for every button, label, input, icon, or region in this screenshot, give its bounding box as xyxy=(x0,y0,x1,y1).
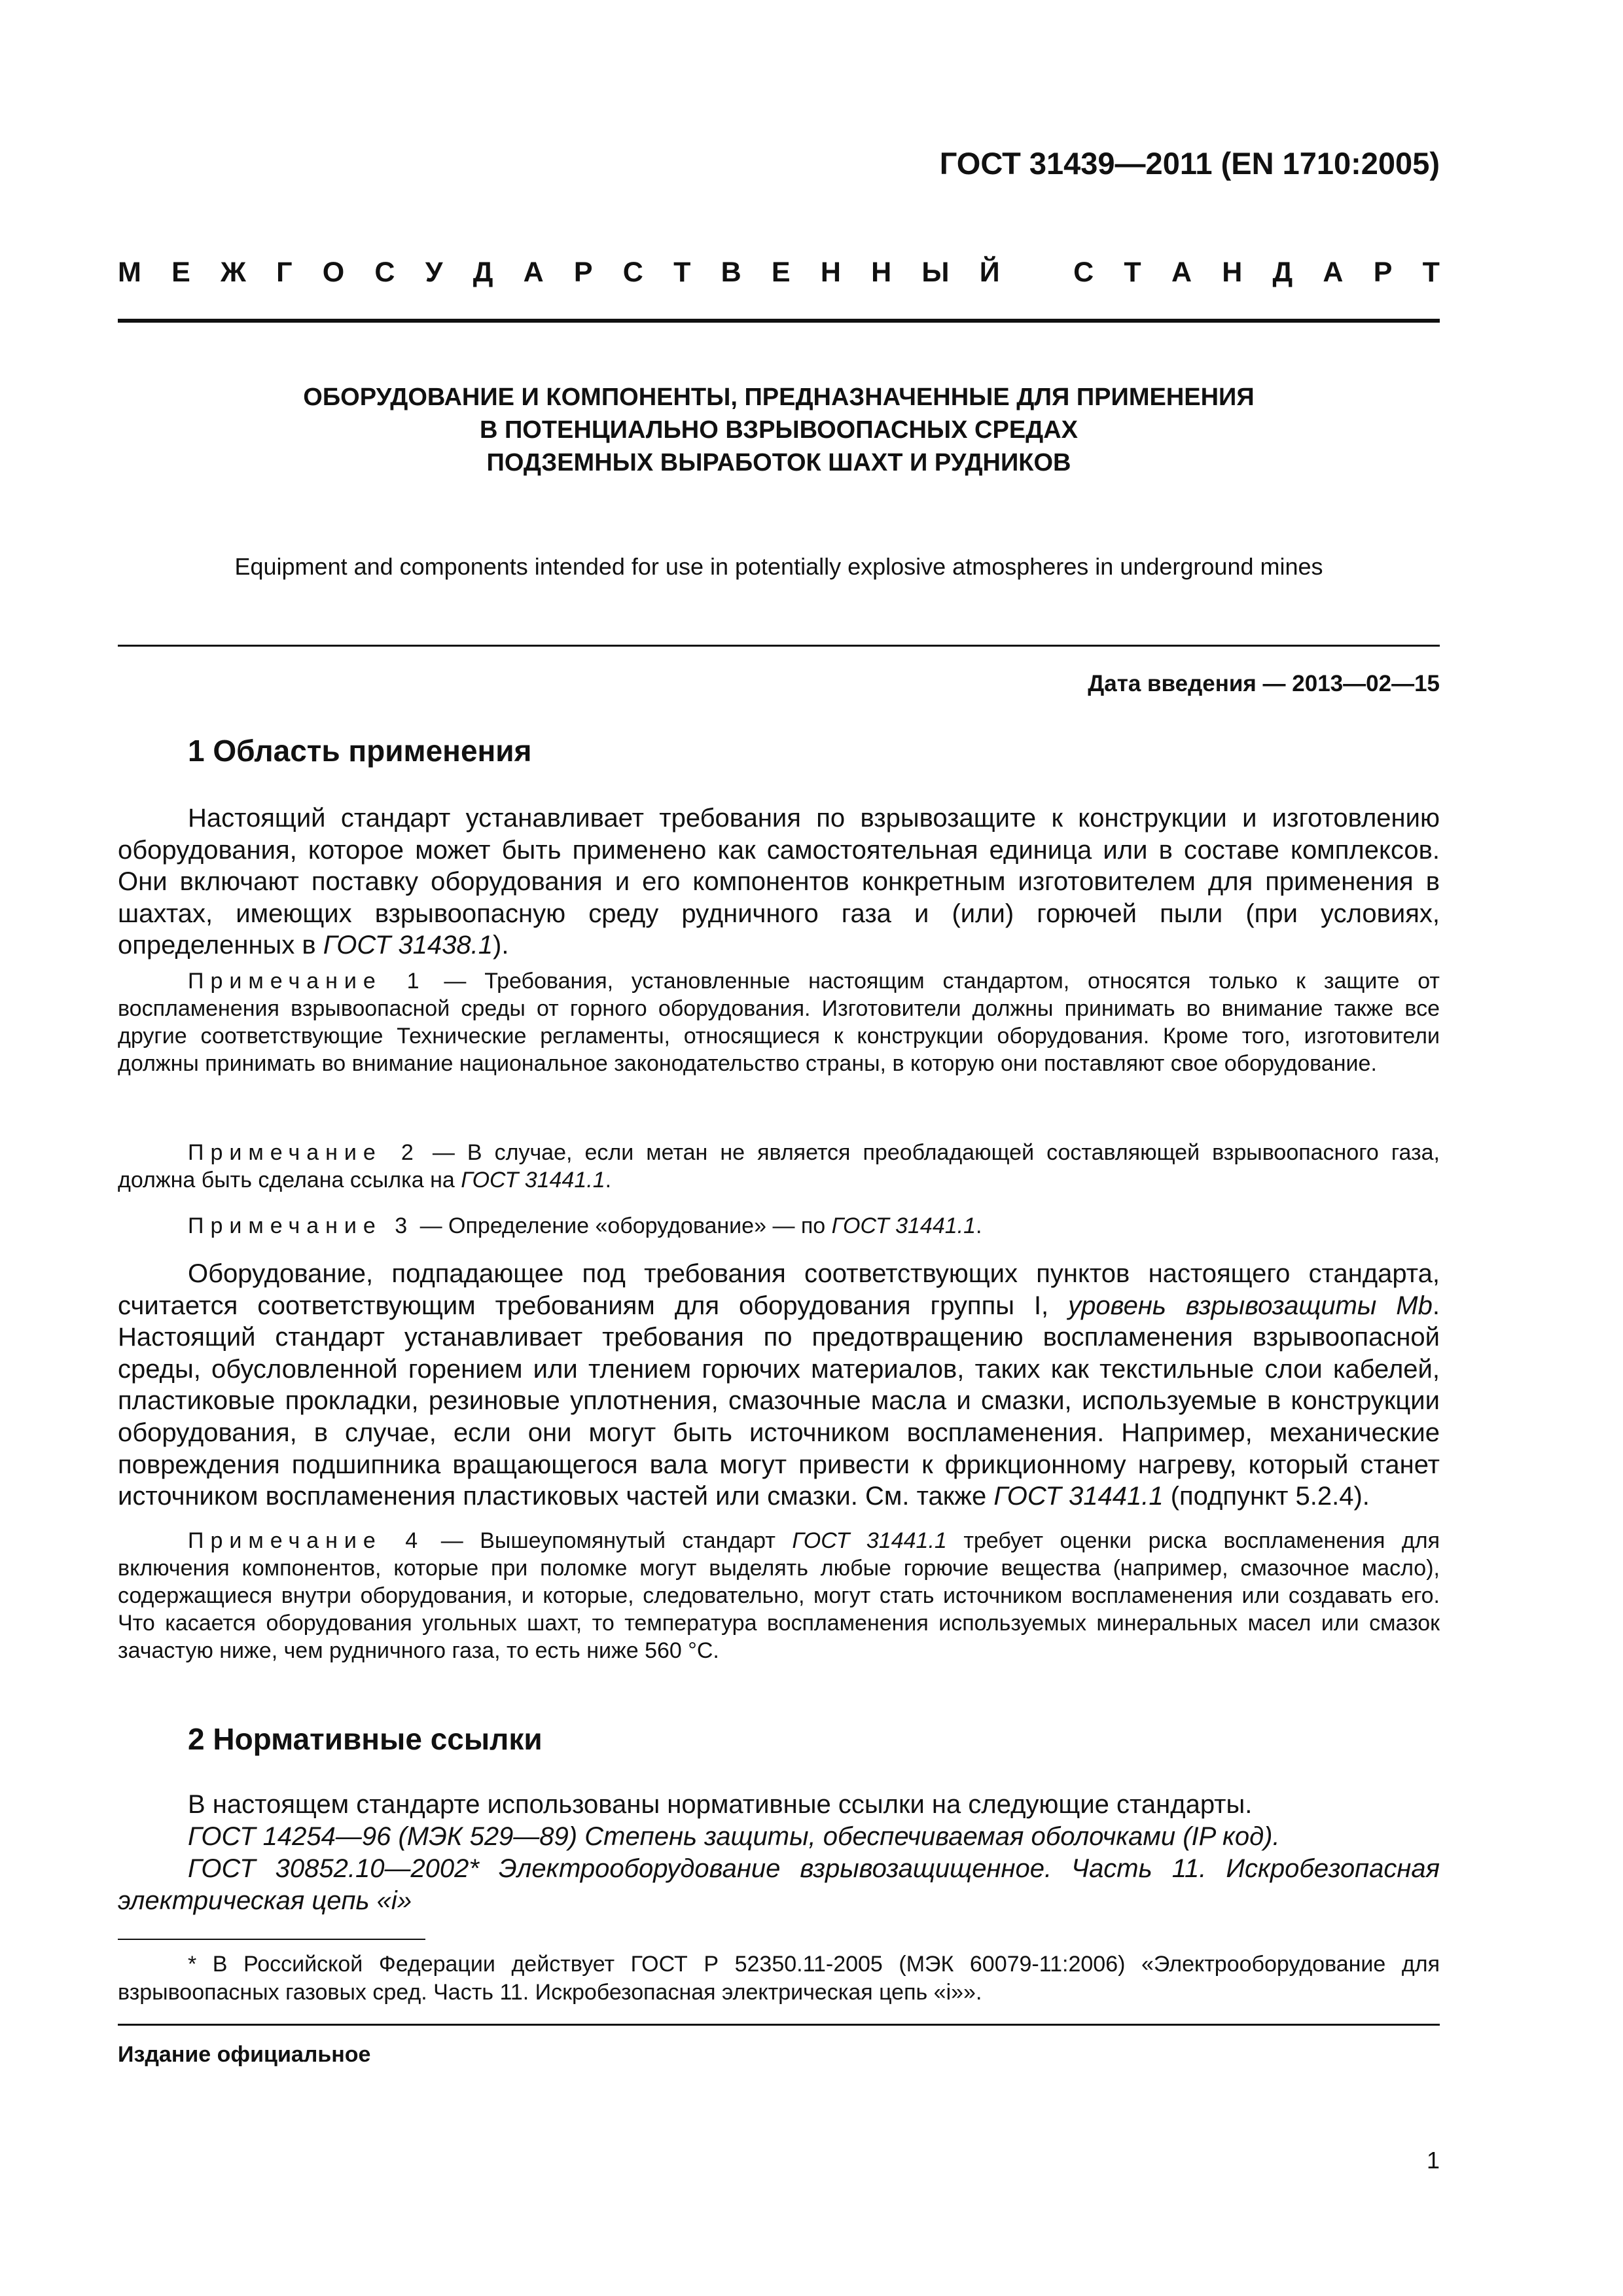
heading-letter: У xyxy=(425,257,443,288)
section-2-intro: В настоящем стандарте использованы нормативные ссылки на следующие стандарты. xyxy=(188,1790,1253,1819)
heading-letter: Н xyxy=(820,257,841,288)
note-text: . xyxy=(605,1168,612,1193)
heading-letter: Н xyxy=(871,257,892,288)
introduction-date: Дата введения — 2013—02—15 xyxy=(1088,671,1440,696)
heading-letter xyxy=(1030,257,1043,289)
heading-letter: Д xyxy=(473,257,493,288)
note-text: требует оценки риска воспламенения для включения компонентов, которые при поломке могут выделять любые горючие вещества (например, смазочное масло), содержащиеся внутри оборудования, и которые, следовательно, могут стать источником воспламенения или создавать его. Что касается оборудования угольных шахт, то температура воспламенения используемых минеральных масел или смазок зачастую ниже, чем рудничного газа, то есть ниже 560 °С. xyxy=(118,1528,1440,1663)
reference: ГОСТ 31441.1 xyxy=(993,1482,1164,1511)
note-text: — Вышеупомянутый стандарт xyxy=(424,1528,793,1553)
reference: ГОСТ 31441.1 xyxy=(831,1213,976,1238)
heading-letter: С xyxy=(1073,257,1094,288)
heading-letter: Й xyxy=(979,257,1000,288)
section-1-paragraph-2 xyxy=(118,1258,1440,1513)
note-label: Примечание 1 xyxy=(188,969,426,994)
heading-letter: С xyxy=(622,257,643,288)
footnote-rule xyxy=(118,1939,425,1940)
section-1-paragraph-1 xyxy=(118,802,1440,961)
reference: ГОСТ 31441.1 xyxy=(792,1528,947,1553)
heading-letter: Г xyxy=(276,257,293,288)
normative-reference-1: ГОСТ 14254—96 (МЭК 529—89) Степень защиты, обеспечиваемая оболочками (IP код). xyxy=(188,1822,1280,1851)
note-3 xyxy=(118,1212,1440,1240)
heading-letter: А xyxy=(1323,257,1344,288)
page-number: 1 xyxy=(1426,2147,1440,2174)
text: Настоящий стандарт устанавливает требования по взрывозащите к конструкции и изготовлению оборудования, которое может быть применено как самостоятельная единица или в составе комплексов. Они включают поставку оборудования и его компонентов конкретным изготовителем для применения в шахтах, имеющих взрывоопасную среду рудничного газа и (или) горючей пыли (при условиях, определенных в xyxy=(118,804,1440,960)
english-title: Equipment and components intended for use in potentially explosive atmospheres in underground mines xyxy=(234,553,1323,580)
heading-letter: Д xyxy=(1272,257,1293,288)
heading-letter: С xyxy=(374,257,395,288)
heading-letter: Н xyxy=(1222,257,1243,288)
heading-letter: Е xyxy=(171,257,190,288)
footer-rule xyxy=(118,2024,1440,2026)
heading-letter: М xyxy=(118,257,141,288)
heading-letter: А xyxy=(523,257,544,288)
footnote: * В Российской Федерации действует ГОСТ Р 52350.11-2005 (МЭК 60079-11:2006) «Электрооборудование для взрывоопасных газовых сред. Часть 11. Искробезопасная электрическая цепь «i»». xyxy=(118,1952,1440,2005)
note-label: Примечание 2 xyxy=(188,1140,420,1165)
emphasis: уровень взрывозащиты Mb xyxy=(1068,1291,1433,1320)
note-text: — В случае, если метан не является преобладающей составляющей взрывоопасного газа, должна быть сделана ссылка на xyxy=(118,1140,1440,1193)
heading-letter: О xyxy=(322,257,345,288)
heading-letter: Ж xyxy=(220,257,246,288)
standard-type-heading xyxy=(118,257,1440,289)
heading-letter: Т xyxy=(1422,257,1440,288)
heading-letter: Ы xyxy=(921,257,950,288)
note-text: — Требования, установленные настоящим стандартом, относятся только к защите от воспламенения взрывоопасной среды от горного оборудования. Изготовители должны принимать во внимание также все другие соответствующие Технические регламенты, относящиеся к конструкции оборудования. Кроме того, изготовители должны принимать во внимание национальное законодательство страны, в которую они поставляют свое оборудование. xyxy=(118,969,1440,1076)
title-line-1: ОБОРУДОВАНИЕ И КОМПОНЕНТЫ, ПРЕДНАЗНАЧЕННЫЕ ДЛЯ ПРИМЕНЕНИЯ xyxy=(303,384,1255,411)
note-1 xyxy=(118,967,1440,1077)
text: ). xyxy=(493,931,509,960)
note-text: . xyxy=(976,1213,982,1238)
heading-letter: Е xyxy=(771,257,791,288)
reference: ГОСТ 31441.1 xyxy=(461,1168,605,1193)
standard-designation: ГОСТ 31439—2011 (EN 1710:2005) xyxy=(939,146,1440,181)
edition-label: Издание официальное xyxy=(118,2042,371,2067)
note-2 xyxy=(118,1139,1440,1194)
note-label: Примечание 4 xyxy=(188,1528,425,1553)
normative-reference-2: ГОСТ 30852.10—2002* Электрооборудование взрывозащищенное. Часть 11. Искробезопасная электрическая цепь «i» xyxy=(118,1854,1440,1915)
heading-letter: Т xyxy=(673,257,691,288)
note-label: Примечание 3 xyxy=(188,1213,414,1238)
heading-letter: В xyxy=(721,257,741,288)
text: (подпункт 5.2.4). xyxy=(1163,1482,1370,1511)
note-text: — Определение «оборудование» — по xyxy=(414,1213,832,1238)
text: . Настоящий стандарт устанавливает требования по предотвращению воспламенения взрывоопасной среды, обусловленной горением или тлением горючих материалов, таких как текстильные слои кабелей, пластиковые прокладки, резиновые уплотнения, смазочные масла и смазки, используемые в конструкции оборудования, в случае, если они могут быть источником воспламенения. Например, механические повреждения подшипника вращающегося вала могут привести к фрикционному нагреву, который станет источником воспламенения пластиковых частей или смазки. См. также xyxy=(118,1291,1440,1511)
heading-letter: Р xyxy=(573,257,593,288)
heading-letter: Т xyxy=(1124,257,1141,288)
section-1-heading: 1 Область применения xyxy=(188,734,532,768)
heading-letter: Р xyxy=(1373,257,1393,288)
title-line-3: ПОДЗЕМНЫХ ВЫРАБОТОК ШАХТ И РУДНИКОВ xyxy=(486,449,1071,476)
header-rule xyxy=(118,319,1440,323)
title-rule xyxy=(118,645,1440,647)
title-line-2: В ПОТЕНЦИАЛЬНО ВЗРЫВООПАСНЫХ СРЕДАХ xyxy=(479,416,1079,444)
reference: ГОСТ 31438.1 xyxy=(323,931,493,960)
section-2-heading: 2 Нормативные ссылки xyxy=(188,1722,543,1756)
text: Оборудование, подпадающее под требования соответствующих пунктов настоящего стандарта, считается соответствующим требованиям для оборудования группы I, xyxy=(118,1259,1440,1320)
note-4 xyxy=(118,1527,1440,1664)
heading-letter: А xyxy=(1171,257,1192,288)
document-title xyxy=(118,381,1440,479)
